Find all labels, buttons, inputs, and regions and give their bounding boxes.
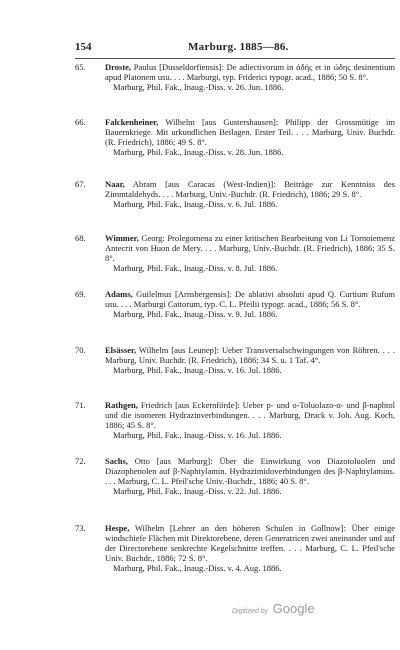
- entry-number: 71.: [75, 400, 86, 410]
- entry-description: Paulus [Dusseldorfiensis]: De adiectivorum in ἀδής et in ώδης desinentium apud Platonem usu. . . . Marburgi, typ. Friderici typogr. acad., 1886; 50 S. 8°.: [105, 62, 396, 82]
- entry-citation: Marburg, Phil. Fak., Inaug.-Diss. v. 22. Jul. 1886.: [113, 486, 282, 496]
- entry-author: Hespe,: [105, 523, 130, 533]
- entry-number: 69.: [75, 289, 86, 299]
- entry-number: 70.: [75, 345, 86, 355]
- entry-text: [105, 233, 395, 263]
- entry-description: Georg: Prolegomena zu einer kritischen Bearbeitung von Li Tornoiemenz Antecrit von Huon de Mery. . . . Marburg, Univ.-Buchdr. (R. Friedrich), 1886; 35 S. 8°.: [105, 233, 395, 263]
- entry-number: 66.: [75, 117, 86, 127]
- entry-71: [75, 400, 395, 440]
- entry-description: Wilhelm [aus Leunep]: Ueber Transversalschwingungen von Röhren. . . . Marburg, Univ. Buchdr. (R. Friedrich), 1886; 34 S. u. 1 Taf. 4°.: [105, 345, 395, 365]
- page-number: 154: [75, 41, 92, 53]
- entry-description: Wilhelm [Lehrer an den höheren Schulen in Gollnow]: Über einige windschiefe Flächen mit Direktorebene, deren Generatricen zwei aneinander und auf der Directorebene senkrechte Kegelschnitte treffen. . . . Marburg, C. L. Pfeil'sche Univ. Buchdr., 1886; 72 S. 8°.: [105, 523, 395, 563]
- entry-text: [105, 456, 395, 486]
- entry-author: Sachs,: [105, 456, 128, 466]
- page-header: [75, 41, 395, 55]
- entry-author: Adams,: [105, 289, 133, 299]
- entry-number: 72.: [75, 456, 86, 466]
- entry-text: [105, 179, 395, 199]
- entry-author: Rathgen,: [105, 400, 138, 410]
- entry-description: Friedrich [aus Eckernförde]: Ueber p- und o-Toluolazo-α- und β-naphtol und die isomeren Hydrazinverbindungen. . . . Marburg, Druck v. Joh. Aug. Koch, 1886; 45 S. 8°.: [105, 400, 396, 430]
- entry-citation: Marburg, Phil. Fak., Inaug.-Diss. v. 16. Jul. 1886.: [113, 365, 282, 375]
- entry-author: Droste,: [105, 62, 132, 72]
- entry-text: [105, 523, 395, 563]
- entry-text: [105, 345, 395, 365]
- entry-description: Guilelmus [Arnsbergensis]: De ablativi absoluti apud Q. Curtium Rufum usu. . . . Marburgi Cattorum, typ. C. L. Pfeilii typogr. acad., 1886; 56 S. 8°.: [105, 289, 396, 309]
- entry-69: [75, 289, 395, 319]
- entry-citation: Marburg, Phil. Fak., Inaug.-Diss. v. 4. Aug. 1886.: [113, 563, 282, 573]
- entry-66: [75, 117, 395, 157]
- entry-65: [75, 62, 395, 92]
- entry-description: Otto [aus Marburg]: Über die Einwirkung von Diazotoluolen und Diazophenolen auf β-Naphtylamin. Hydrazimidoverbindungen des β-Naphtylamins. . . . Marburg, C. L. Pfeil'sche Univ.-Buchdr., 1886; 40 S. 8°.: [105, 456, 395, 486]
- entry-description: Abram [aus Caracas (West-Indien)]: Beiträge zur Kenntniss des Zimmtaldehyds. . . . Marburg, Univ.-Buchdr. (R. Friedrich), 1886; 29 S. 8°.: [105, 179, 395, 199]
- entry-73: [75, 523, 395, 573]
- entry-68: [75, 233, 395, 273]
- entry-number: 73.: [75, 523, 86, 533]
- entry-number: 65.: [75, 62, 86, 72]
- running-title: Marburg. 1885—86.: [188, 41, 289, 53]
- google-logo: Google: [272, 601, 315, 616]
- entry-citation: Marburg, Phil. Fak., Inaug.-Diss. v. 26. Jun. 1886.: [113, 82, 284, 92]
- entry-description: Wilhelm [aus Gustershausen]: Philipp der Grossmütige im Bauernkriege. Mit urkundlichen Beilagen. Erster Teil. . . . Marburg, Univ. Buchdr. (R. Friedrich), 1886; 49 S. 8°.: [105, 117, 395, 147]
- entry-citation: Marburg, Phil. Fak., Inaug.-Diss. v. 6. Jul. 1886.: [113, 199, 278, 209]
- entry-number: 68.: [75, 233, 86, 243]
- entry-text: [105, 400, 395, 430]
- entry-70: [75, 345, 395, 375]
- entry-text: [105, 62, 395, 82]
- entry-author: Wimmer,: [105, 233, 139, 243]
- entry-citation: Marburg, Phil. Fak., Inaug.-Diss. v. 28. Jun. 1886.: [113, 147, 284, 157]
- watermark-digitized-text: Digitized by: [232, 608, 269, 615]
- entry-text: [105, 289, 395, 309]
- entry-72: [75, 456, 395, 496]
- entry-67: [75, 179, 395, 209]
- entry-citation: Marburg, Phil. Fak., Inaug.-Diss. v. 8. Jul. 1886.: [113, 263, 278, 273]
- entry-citation: Marburg, Phil. Fak., Inaug.-Diss. v. 9. Jul. 1886.: [113, 309, 278, 319]
- entry-citation: Marburg, Phil. Fak., Inaug.-Diss. v. 16. Jul. 1886.: [113, 430, 282, 440]
- header-rule: [75, 58, 395, 59]
- entry-number: 67.: [75, 179, 86, 189]
- google-watermark: [232, 600, 315, 618]
- entry-text: [105, 117, 395, 147]
- entry-author: Naar,: [105, 179, 125, 189]
- entry-author: Elsässer,: [105, 345, 137, 355]
- entry-author: Falckenheiner,: [105, 117, 159, 127]
